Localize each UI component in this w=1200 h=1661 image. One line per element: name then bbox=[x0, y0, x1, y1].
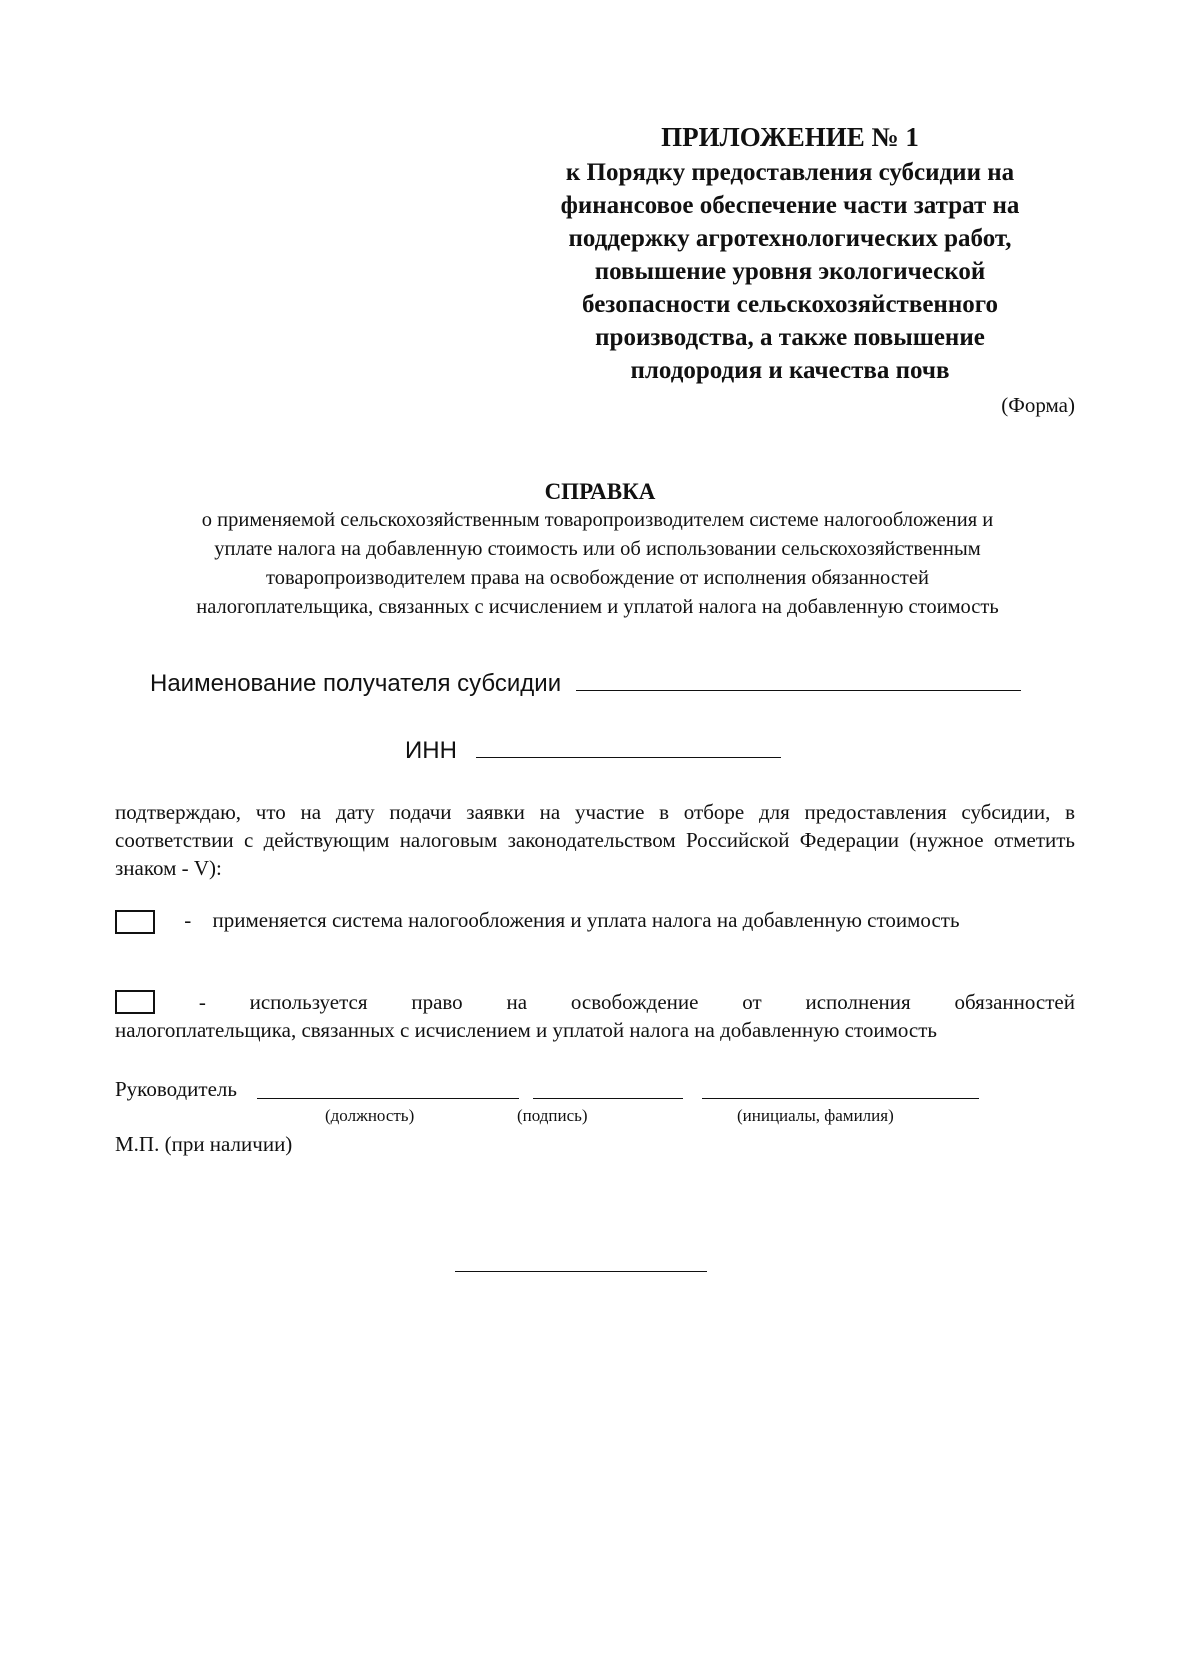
signature-caption: (подпись) bbox=[517, 1106, 588, 1125]
option-word: исполнения bbox=[805, 990, 911, 1014]
subtitle-line: уплате налога на добавленную стоимость или об использовании сельскохозяйственным bbox=[214, 538, 981, 560]
stamp-label: М.П. (при наличии) bbox=[115, 1132, 293, 1156]
appendix-line: производства, а также повышение bbox=[595, 324, 985, 351]
recipient-row bbox=[150, 668, 1021, 699]
exemption-checkbox[interactable] bbox=[115, 990, 155, 1014]
appendix-line: безопасности сельскохозяйственного bbox=[582, 291, 998, 318]
appendix-title: ПРИЛОЖЕНИЕ № 1 bbox=[661, 122, 919, 152]
option-word: право bbox=[411, 990, 463, 1014]
option-dash: - bbox=[198, 990, 206, 1014]
appendix-line: поддержку агротехнологических работ, bbox=[568, 225, 1012, 252]
position-line[interactable] bbox=[257, 1098, 519, 1099]
option-word: обязанностей bbox=[954, 990, 1075, 1014]
confirmation-text: подтверждаю, что на дату подачи заявки на участие в отборе для предоставления субсидии, в соответствии с действующим налоговым законодательством Российской Федерации (нужное отметить знаком - V): bbox=[115, 800, 1075, 880]
option-word: на bbox=[506, 990, 528, 1014]
option-word: от bbox=[742, 990, 762, 1014]
recipient-field[interactable] bbox=[576, 668, 1021, 691]
appendix-line: плодородия и качества почв bbox=[630, 357, 950, 384]
option-word: используется bbox=[249, 990, 368, 1014]
inn-row bbox=[405, 735, 781, 766]
recipient-label: Наименование получателя субсидии bbox=[150, 670, 562, 697]
option-line bbox=[115, 988, 1075, 1016]
position-caption: (должность) bbox=[325, 1106, 415, 1125]
head-label: Руководитель bbox=[115, 1077, 237, 1101]
option-word: освобождение bbox=[570, 990, 699, 1014]
document-title: СПРАВКА bbox=[544, 479, 656, 504]
tax-system-checkbox[interactable] bbox=[115, 910, 155, 934]
option-text: налогоплательщика, связанных с исчислением и уплатой налога на добавленную стоимость bbox=[115, 1018, 937, 1042]
appendix-line: повышение уровня экологической bbox=[594, 258, 986, 285]
subtitle-line: налогоплательщика, связанных с исчислением и уплатой налога на добавленную стоимость bbox=[196, 596, 999, 618]
inn-label: ИНН bbox=[405, 737, 457, 764]
option-tax-system bbox=[115, 906, 1075, 934]
appendix-line: финансовое обеспечение части затрат на bbox=[560, 192, 1020, 219]
signature-line[interactable] bbox=[533, 1098, 683, 1099]
subtitle-line: товаропроизводителем права на освобождение от исполнения обязанностей bbox=[266, 567, 929, 589]
appendix-line: к Порядку предоставления субсидии на bbox=[565, 159, 1015, 186]
subtitle-line: о применяемой сельскохозяйственным товаропроизводителем системе налогообложения и bbox=[201, 509, 994, 531]
inn-field[interactable] bbox=[476, 735, 781, 758]
appendix-block bbox=[520, 120, 1060, 387]
option-dash: - bbox=[184, 908, 192, 932]
document-subtitle bbox=[110, 506, 1085, 622]
option-text: применяется система налогообложения и уплата налога на добавленную стоимость bbox=[212, 908, 960, 932]
name-caption: (инициалы, фамилия) bbox=[737, 1106, 894, 1125]
form-label: (Форма) bbox=[1001, 393, 1075, 417]
option-exemption bbox=[115, 988, 1075, 1044]
name-line[interactable] bbox=[702, 1098, 979, 1099]
end-divider bbox=[455, 1271, 707, 1272]
